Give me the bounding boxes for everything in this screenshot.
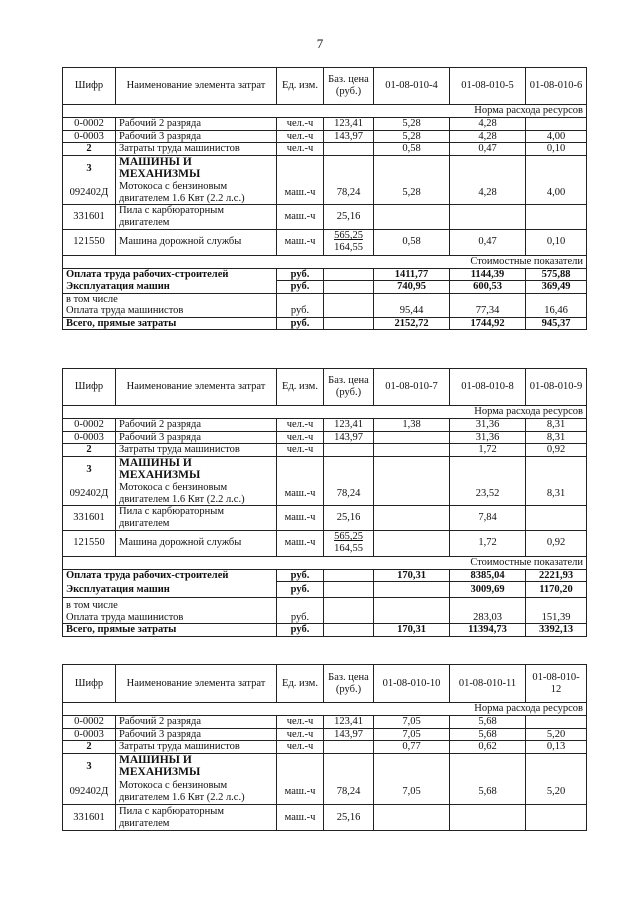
cost-unit: руб.	[277, 281, 324, 294]
cost-value: 600,53	[450, 281, 526, 294]
cost-value: 151,39	[526, 598, 587, 624]
norm-value: 7,84	[450, 506, 526, 530]
resource-code: 331601	[63, 205, 116, 229]
cost-value: 2152,72	[374, 317, 450, 330]
header-code: Шифр	[63, 665, 116, 703]
resource-price: 143,97	[324, 130, 374, 143]
resource-name: Мотокоса с бензиновым двигателем 1.6 Квт (2.2 л.с.)	[116, 482, 277, 506]
norm-value: 5,28	[374, 130, 450, 143]
norm-value: 4,00	[526, 181, 587, 205]
header-base-price: Баз. цена (руб.)	[324, 665, 374, 703]
norm-value: 0,47	[450, 143, 526, 156]
table-row	[63, 506, 587, 530]
resource-code: 121550	[63, 229, 116, 255]
resource-price: 143,97	[324, 431, 374, 444]
cost-unit: руб.	[277, 317, 324, 330]
resource-unit: маш.-ч	[277, 805, 324, 831]
cost-value: 1744,92	[450, 317, 526, 330]
resource-price	[324, 530, 374, 556]
norm-value	[526, 205, 587, 229]
resource-code: 092402Д	[63, 779, 116, 805]
norm-value: 0,58	[374, 143, 450, 156]
norm-value	[374, 205, 450, 229]
resource-unit: чел.-ч	[277, 444, 324, 457]
table-row	[63, 716, 587, 729]
norm-value: 0,92	[526, 444, 587, 457]
cost-value	[374, 582, 450, 598]
norm-value	[450, 805, 526, 831]
resource-code: 121550	[63, 530, 116, 556]
header-base-price: Баз. цена (руб.)	[324, 369, 374, 406]
resource-name: Рабочий 2 разряда	[116, 419, 277, 432]
norm-title: Норма расхода ресурсов	[63, 406, 587, 419]
norm-value: 0,47	[450, 229, 526, 255]
resource-code: 0-0003	[63, 728, 116, 741]
resource-unit: маш.-ч	[277, 482, 324, 506]
cost-label: Всего, прямые затраты	[63, 317, 277, 330]
resource-unit: чел.-ч	[277, 130, 324, 143]
norm-value: 1,72	[450, 444, 526, 457]
resource-price: 25,16	[324, 506, 374, 530]
norm-value	[374, 506, 450, 530]
resource-name: Затраты труда машинистов	[116, 444, 277, 457]
norm-value: 0,58	[374, 229, 450, 255]
header-unit: Ед. изм.	[277, 665, 324, 703]
cost-unit: руб.	[277, 582, 324, 598]
cost-value: 77,34	[450, 293, 526, 317]
resource-name: Пила с карбюраторным двигателем	[116, 205, 277, 229]
table-row	[63, 741, 587, 754]
norm-value: 0,10	[526, 143, 587, 156]
resource-name: Машина дорожной службы	[116, 530, 277, 556]
resource-code: 2	[63, 143, 116, 156]
cost-value: 3392,13	[526, 624, 587, 637]
resource-price: 123,41	[324, 118, 374, 131]
norm-value: 4,28	[450, 181, 526, 205]
resource-unit: чел.-ч	[277, 741, 324, 754]
norm-value: 5,68	[450, 716, 526, 729]
cost-value: 740,95	[374, 281, 450, 294]
cost-row	[63, 624, 587, 637]
price-b: 164,55	[334, 543, 363, 555]
cost-label: Оплата труда рабочих-строителей	[63, 268, 277, 281]
resource-unit: маш.-ч	[277, 229, 324, 255]
norm-title-row	[63, 406, 587, 419]
header-col: 01-08-010-8	[450, 369, 526, 406]
header-code: Шифр	[63, 68, 116, 105]
resource-code: 2	[63, 741, 116, 754]
machinists-label: Оплата труда машинистов	[66, 305, 184, 317]
table-row	[63, 779, 587, 805]
header-base-price: Баз. цена (руб.)	[324, 68, 374, 105]
norm-value: 31,36	[450, 431, 526, 444]
norm-value	[374, 530, 450, 556]
resource-price: 143,97	[324, 728, 374, 741]
including-label: в том числе	[66, 293, 118, 305]
norm-value: 7,05	[374, 779, 450, 805]
cost-value: 16,46	[526, 293, 587, 317]
resource-price: 78,24	[324, 181, 374, 205]
norm-value	[526, 118, 587, 131]
cost-value: 170,31	[374, 569, 450, 582]
norm-value	[374, 444, 450, 457]
cost-value: 2221,93	[526, 569, 587, 582]
table-row	[63, 143, 587, 156]
header-unit: Ед. изм.	[277, 68, 324, 105]
norm-value: 8,31	[526, 431, 587, 444]
resource-code: 092402Д	[63, 482, 116, 506]
resource-unit: чел.-ч	[277, 716, 324, 729]
resource-price	[324, 444, 374, 457]
norm-value: 7,05	[374, 716, 450, 729]
resource-name: Затраты труда машинистов	[116, 741, 277, 754]
section-row	[63, 155, 587, 181]
resource-code: 0-0002	[63, 419, 116, 432]
norm-value: 0,62	[450, 741, 526, 754]
header-col: 01-08-010-6	[526, 68, 587, 105]
cost-value: 95,44	[374, 293, 450, 317]
cost-unit: руб.	[277, 293, 324, 317]
header-row	[63, 665, 587, 703]
cost-label	[63, 293, 277, 317]
header-name: Наименование элемента затрат	[116, 369, 277, 406]
table-row	[63, 530, 587, 556]
cost-value: 1170,20	[526, 582, 587, 598]
norm-value	[374, 805, 450, 831]
resource-name: Мотокоса с бензиновым двигателем 1.6 Квт (2.2 л.с.)	[116, 181, 277, 205]
cost-value: 1144,39	[450, 268, 526, 281]
resource-unit: маш.-ч	[277, 506, 324, 530]
norm-title: Норма расхода ресурсов	[63, 703, 587, 716]
resource-unit: чел.-ч	[277, 728, 324, 741]
resource-name: Затраты труда машинистов	[116, 143, 277, 156]
cost-title: Стоимостные показатели	[63, 255, 587, 268]
cost-label: Эксплуатация машин	[63, 281, 277, 294]
norm-value: 5,20	[526, 728, 587, 741]
norm-value	[526, 716, 587, 729]
table-row	[63, 431, 587, 444]
cost-label: Всего, прямые затраты	[63, 624, 277, 637]
cost-row	[63, 281, 587, 294]
norm-value: 0,13	[526, 741, 587, 754]
resource-unit: чел.-ч	[277, 419, 324, 432]
table-row	[63, 130, 587, 143]
norm-value	[374, 431, 450, 444]
resource-name: Рабочий 3 разряда	[116, 728, 277, 741]
resource-price: 123,41	[324, 419, 374, 432]
cost-title-row	[63, 556, 587, 569]
cost-value: 945,37	[526, 317, 587, 330]
cost-value	[374, 598, 450, 624]
norm-value: 31,36	[450, 419, 526, 432]
norm-value: 5,20	[526, 779, 587, 805]
cost-value: 3009,69	[450, 582, 526, 598]
table-row	[63, 482, 587, 506]
section-code: 3	[63, 753, 116, 779]
table-row	[63, 419, 587, 432]
norm-value: 0,10	[526, 229, 587, 255]
norm-value: 0,77	[374, 741, 450, 754]
cost-label: Оплата труда рабочих-строителей	[63, 569, 277, 582]
table-row	[63, 181, 587, 205]
cost-label	[63, 598, 277, 624]
cost-value: 8385,04	[450, 569, 526, 582]
norm-value	[450, 205, 526, 229]
section-code: 3	[63, 155, 116, 181]
header-row	[63, 68, 587, 105]
norm-value: 4,28	[450, 118, 526, 131]
section-title: МАШИНЫ И МЕХАНИЗМЫ	[116, 456, 277, 482]
norm-value	[374, 482, 450, 506]
resource-price: 123,41	[324, 716, 374, 729]
norm-value: 0,92	[526, 530, 587, 556]
norm-value: 5,68	[450, 779, 526, 805]
header-code: Шифр	[63, 369, 116, 406]
cost-value: 283,03	[450, 598, 526, 624]
price-a: 565,25	[334, 531, 363, 543]
resource-unit: чел.-ч	[277, 118, 324, 131]
table-row	[63, 805, 587, 831]
cost-unit: руб.	[277, 598, 324, 624]
header-col: 01-08-010-12	[526, 665, 587, 703]
norm-value: 5,68	[450, 728, 526, 741]
resource-code: 0-0002	[63, 716, 116, 729]
norm-value: 7,05	[374, 728, 450, 741]
norm-value: 8,31	[526, 419, 587, 432]
cost-row	[63, 268, 587, 281]
table-row	[63, 728, 587, 741]
cost-row	[63, 317, 587, 330]
norm-value: 4,00	[526, 130, 587, 143]
norm-value: 5,28	[374, 181, 450, 205]
resource-code: 331601	[63, 506, 116, 530]
cost-value: 1411,77	[374, 268, 450, 281]
resource-price	[324, 143, 374, 156]
norm-title-row	[63, 703, 587, 716]
resource-name: Мотокоса с бензиновым двигателем 1.6 Квт (2.2 л.с.)	[116, 779, 277, 805]
resource-unit: чел.-ч	[277, 143, 324, 156]
cost-label: Эксплуатация машин	[63, 582, 277, 598]
resource-code: 0-0002	[63, 118, 116, 131]
resource-name: Рабочий 2 разряда	[116, 118, 277, 131]
section-title: МАШИНЫ И МЕХАНИЗМЫ	[116, 753, 277, 779]
cost-row	[63, 293, 587, 317]
resource-code: 331601	[63, 805, 116, 831]
resource-price: 78,24	[324, 779, 374, 805]
resource-unit: маш.-ч	[277, 779, 324, 805]
header-row	[63, 369, 587, 406]
norm-title: Норма расхода ресурсов	[63, 105, 587, 118]
table-row	[63, 118, 587, 131]
table-row	[63, 205, 587, 229]
cost-value: 170,31	[374, 624, 450, 637]
resource-name: Пила с карбюраторным двигателем	[116, 805, 277, 831]
resource-price: 25,16	[324, 205, 374, 229]
cost-table-3	[62, 664, 587, 831]
resource-price	[324, 741, 374, 754]
norm-value	[526, 506, 587, 530]
norm-value: 23,52	[450, 482, 526, 506]
cost-value: 11394,73	[450, 624, 526, 637]
cost-row	[63, 598, 587, 624]
resource-name: Рабочий 2 разряда	[116, 716, 277, 729]
section-row	[63, 753, 587, 779]
resource-unit: маш.-ч	[277, 205, 324, 229]
cost-unit: руб.	[277, 268, 324, 281]
header-col: 01-08-010-7	[374, 369, 450, 406]
cost-row	[63, 569, 587, 582]
machinists-label: Оплата труда машинистов	[66, 611, 184, 623]
section-row	[63, 456, 587, 482]
cost-value: 575,88	[526, 268, 587, 281]
resource-price: 78,24	[324, 482, 374, 506]
page-number: 7	[316, 36, 324, 51]
resource-name: Пила с карбюраторным двигателем	[116, 506, 277, 530]
resource-code: 0-0003	[63, 431, 116, 444]
norm-title-row	[63, 105, 587, 118]
resource-unit: чел.-ч	[277, 431, 324, 444]
header-col: 01-08-010-11	[450, 665, 526, 703]
cost-unit: руб.	[277, 569, 324, 582]
resource-price	[324, 229, 374, 255]
cost-title: Стоимостные показатели	[63, 556, 587, 569]
including-label: в том числе	[66, 599, 118, 611]
norm-value: 1,72	[450, 530, 526, 556]
header-name: Наименование элемента затрат	[116, 68, 277, 105]
resource-name: Рабочий 3 разряда	[116, 431, 277, 444]
norm-value: 1,38	[374, 419, 450, 432]
header-col: 01-08-010-4	[374, 68, 450, 105]
table-row	[63, 229, 587, 255]
section-code: 3	[63, 456, 116, 482]
resource-name: Рабочий 3 разряда	[116, 130, 277, 143]
header-unit: Ед. изм.	[277, 369, 324, 406]
price-a: 565,25	[334, 230, 363, 242]
resource-code: 092402Д	[63, 181, 116, 205]
header-col: 01-08-010-9	[526, 369, 587, 406]
header-col: 01-08-010-10	[374, 665, 450, 703]
cost-table-1	[62, 67, 587, 330]
resource-code: 2	[63, 444, 116, 457]
table-row	[63, 444, 587, 457]
cost-table-2	[62, 368, 587, 637]
header-col: 01-08-010-5	[450, 68, 526, 105]
cost-row	[63, 582, 587, 598]
resource-unit: маш.-ч	[277, 530, 324, 556]
resource-name: Машина дорожной службы	[116, 229, 277, 255]
resource-unit: маш.-ч	[277, 181, 324, 205]
section-title: МАШИНЫ И МЕХАНИЗМЫ	[116, 155, 277, 181]
resource-price: 25,16	[324, 805, 374, 831]
resource-code: 0-0003	[63, 130, 116, 143]
norm-value: 8,31	[526, 482, 587, 506]
price-b: 164,55	[334, 242, 363, 254]
header-name: Наименование элемента затрат	[116, 665, 277, 703]
norm-value	[526, 805, 587, 831]
cost-title-row	[63, 255, 587, 268]
cost-unit: руб.	[277, 624, 324, 637]
norm-value: 4,28	[450, 130, 526, 143]
norm-value: 5,28	[374, 118, 450, 131]
cost-value: 369,49	[526, 281, 587, 294]
